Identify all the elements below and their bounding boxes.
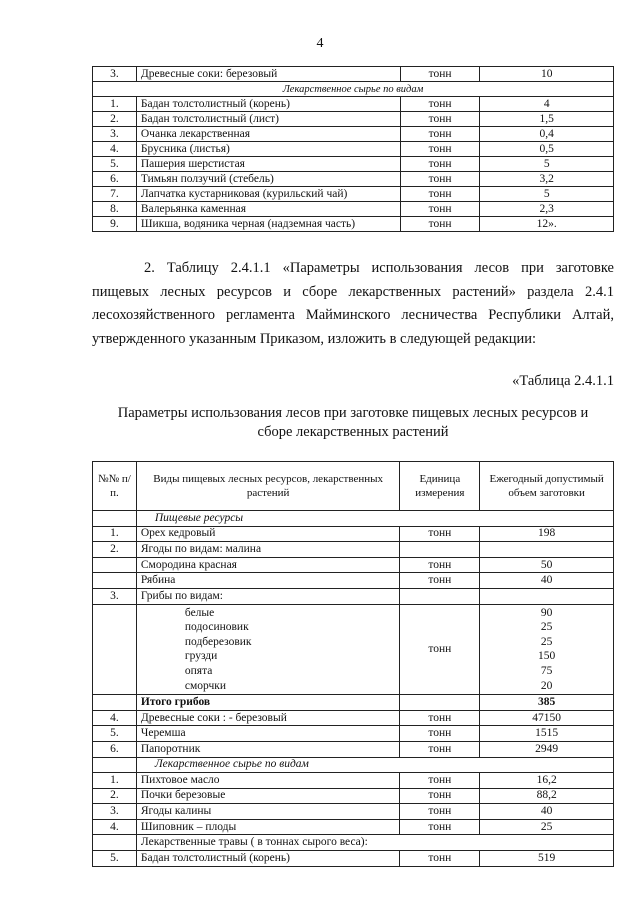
- total-value: 385: [480, 695, 614, 711]
- volume: 50: [480, 557, 614, 573]
- table-header-row: [93, 462, 614, 511]
- mushroom-name: белые: [184, 606, 215, 619]
- section-title: Лекарственное сырье по видам: [136, 757, 613, 773]
- volume: 2,3: [480, 202, 614, 217]
- volume: 90: [540, 606, 553, 619]
- unit: тонн: [400, 127, 480, 142]
- unit: тонн: [400, 726, 480, 742]
- table-title: [92, 404, 614, 442]
- table-row: [93, 819, 614, 835]
- volume: 12».: [480, 217, 614, 232]
- unit: тонн: [400, 172, 480, 187]
- resource-name: Брусника (листья): [136, 142, 400, 157]
- resource-name: Грибы по видам:: [136, 588, 400, 604]
- resource-name: Лапчатка кустарниковая (курильский чай): [136, 187, 400, 202]
- amendment-paragraph: 2. Таблицу 2.4.1.1 «Параметры использования лесов при заготовке пищевых лесных ресурсов и сборе лекарственных растений» раздела 2.4.1 лесохозяйственного регламента Майминского лесничества Республики Алтай, утвержденного указанным Приказом, изложить в следующей редакции:: [92, 260, 614, 347]
- table-row: [93, 851, 614, 867]
- table-row: [93, 557, 614, 573]
- table-row: [93, 588, 614, 604]
- resource-name: Бадан толстолистный (лист): [136, 112, 400, 127]
- row-number: 4.: [93, 819, 137, 835]
- unit: тонн: [400, 142, 480, 157]
- volume: 0,4: [480, 127, 614, 142]
- row-number: 8.: [93, 202, 137, 217]
- table-row: [93, 710, 614, 726]
- resource-name: Валерьянка каменная: [136, 202, 400, 217]
- table-row: [93, 773, 614, 789]
- resource-name: Шикша, водяника черная (надземная часть): [136, 217, 400, 232]
- unit: тонн: [400, 67, 480, 82]
- unit: тонн: [400, 804, 480, 820]
- row-number: 4.: [93, 142, 137, 157]
- row-number: 1.: [93, 526, 137, 542]
- row-number: 2.: [93, 788, 137, 804]
- table-row: [93, 202, 614, 217]
- section-row: [93, 511, 614, 527]
- volume: 10: [480, 67, 614, 82]
- subsection-title: Лекарственные травы ( в тоннах сырого веса):: [136, 835, 613, 851]
- row-number: 6.: [93, 172, 137, 187]
- table-row: [93, 604, 614, 695]
- table-row: [93, 573, 614, 589]
- row-number: 2.: [93, 542, 137, 558]
- resource-name: Ягоды по видам: малина: [136, 542, 400, 558]
- page-number: 4: [316, 36, 324, 51]
- row-number: 7.: [93, 187, 137, 202]
- row-number: 9.: [93, 217, 137, 232]
- table-row: [93, 187, 614, 202]
- resource-name: Рябина: [136, 573, 400, 589]
- unit: тонн: [400, 112, 480, 127]
- volume: 1,5: [480, 112, 614, 127]
- resource-name: Древесные соки : - березовый: [136, 710, 400, 726]
- mushroom-name: опята: [184, 664, 213, 677]
- table-row: [93, 741, 614, 757]
- unit: тонн: [400, 217, 480, 232]
- volume: 5: [480, 187, 614, 202]
- unit: тонн: [400, 741, 480, 757]
- row-number: 1.: [93, 97, 137, 112]
- resource-name: Орех кедровый: [136, 526, 400, 542]
- resource-name: Очанка лекарственная: [136, 127, 400, 142]
- unit: тонн: [400, 157, 480, 172]
- resources-table-continued: [92, 66, 614, 232]
- table-row: [93, 67, 614, 82]
- parameters-table: [92, 461, 614, 867]
- table-row: [93, 97, 614, 112]
- table-row: [93, 542, 614, 558]
- resource-name: Тимьян ползучий (стебель): [136, 172, 400, 187]
- header-number: №№ п/п.: [93, 462, 137, 511]
- resource-name: Шиповник – плоды: [136, 819, 400, 835]
- table-row: [93, 172, 614, 187]
- unit: тонн: [400, 187, 480, 202]
- volume: 198: [480, 526, 614, 542]
- unit: тонн: [400, 202, 480, 217]
- section-row: [93, 82, 614, 97]
- table-row: [93, 726, 614, 742]
- table-row: [93, 157, 614, 172]
- volume: 2949: [480, 741, 614, 757]
- section-row: [93, 757, 614, 773]
- volume: 47150: [480, 710, 614, 726]
- volume: 3,2: [480, 172, 614, 187]
- unit: тонн: [400, 851, 480, 867]
- table-title-line1: Параметры использования лесов при заготовке пищевых лесных ресурсов и: [117, 405, 589, 421]
- row-number: 6.: [93, 741, 137, 757]
- row-number: 3.: [93, 588, 137, 604]
- row-number: 3.: [93, 67, 137, 82]
- table-row: [93, 804, 614, 820]
- table-row: [93, 112, 614, 127]
- resource-name: Папоротник: [136, 741, 400, 757]
- row-number: 3.: [93, 804, 137, 820]
- row-number: 1.: [93, 773, 137, 789]
- row-number: 5.: [93, 726, 137, 742]
- total-label: Итого грибов: [136, 695, 400, 711]
- resource-name: Почки березовые: [136, 788, 400, 804]
- table-row: [93, 142, 614, 157]
- resource-name: Черемша: [136, 726, 400, 742]
- resource-name: Ягоды калины: [136, 804, 400, 820]
- resource-name: Смородина красная: [136, 557, 400, 573]
- header-unit: Единица измерения: [400, 462, 480, 511]
- mushroom-volumes: [480, 604, 614, 695]
- mushroom-name: подберезовик: [184, 635, 252, 648]
- volume: 16,2: [480, 773, 614, 789]
- volume: 25: [540, 635, 553, 648]
- volume: 25: [540, 621, 553, 634]
- volume: 88,2: [480, 788, 614, 804]
- table-title-line2: сборе лекарственных растений: [257, 424, 449, 440]
- volume: 519: [480, 851, 614, 867]
- volume: 20: [540, 679, 553, 692]
- row-number: 5.: [93, 157, 137, 172]
- table-row: [93, 217, 614, 232]
- table-row: [93, 526, 614, 542]
- row-number: 3.: [93, 127, 137, 142]
- row-number: 5.: [93, 851, 137, 867]
- unit: тонн: [400, 710, 480, 726]
- volume: 25: [480, 819, 614, 835]
- mushroom-name: сморчки: [184, 679, 226, 692]
- mushroom-name: грузди: [184, 650, 218, 663]
- resource-name: Бадан толстолистный (корень): [136, 851, 400, 867]
- resource-name: Пихтовое масло: [136, 773, 400, 789]
- unit: тонн: [400, 819, 480, 835]
- table-row: [93, 127, 614, 142]
- volume: 40: [480, 804, 614, 820]
- unit: тонн: [400, 788, 480, 804]
- volume: 5: [480, 157, 614, 172]
- unit: тонн: [400, 557, 480, 573]
- unit: тонн: [400, 773, 480, 789]
- resource-name: Пашерия шерстистая: [136, 157, 400, 172]
- unit: тонн: [400, 573, 480, 589]
- table-row: [93, 788, 614, 804]
- resource-name: Бадан толстолистный (корень): [136, 97, 400, 112]
- resource-name: Древесные соки: березовый: [136, 67, 400, 82]
- mushroom-list: [136, 604, 400, 695]
- row-number: 2.: [93, 112, 137, 127]
- header-volume: Ежегодный допустимый объем заготовки: [480, 462, 614, 511]
- volume: 40: [480, 573, 614, 589]
- total-row: [93, 695, 614, 711]
- volume: 4: [480, 97, 614, 112]
- section-title: Пищевые ресурсы: [136, 511, 613, 527]
- header-resource: Виды пищевых лесных ресурсов, лекарственных растений: [136, 462, 400, 511]
- volume: 1515: [480, 726, 614, 742]
- subsection-row: [93, 835, 614, 851]
- volume: 150: [538, 650, 556, 663]
- volume: 75: [540, 664, 553, 677]
- volume: 0,5: [480, 142, 614, 157]
- table-label: «Таблица 2.4.1.1: [512, 373, 614, 389]
- unit: тонн: [400, 97, 480, 112]
- row-number: 4.: [93, 710, 137, 726]
- unit: тонн: [400, 526, 480, 542]
- mushroom-name: подосиновик: [184, 621, 249, 634]
- section-title: Лекарственное сырье по видам: [93, 82, 614, 97]
- unit: тонн: [400, 604, 480, 695]
